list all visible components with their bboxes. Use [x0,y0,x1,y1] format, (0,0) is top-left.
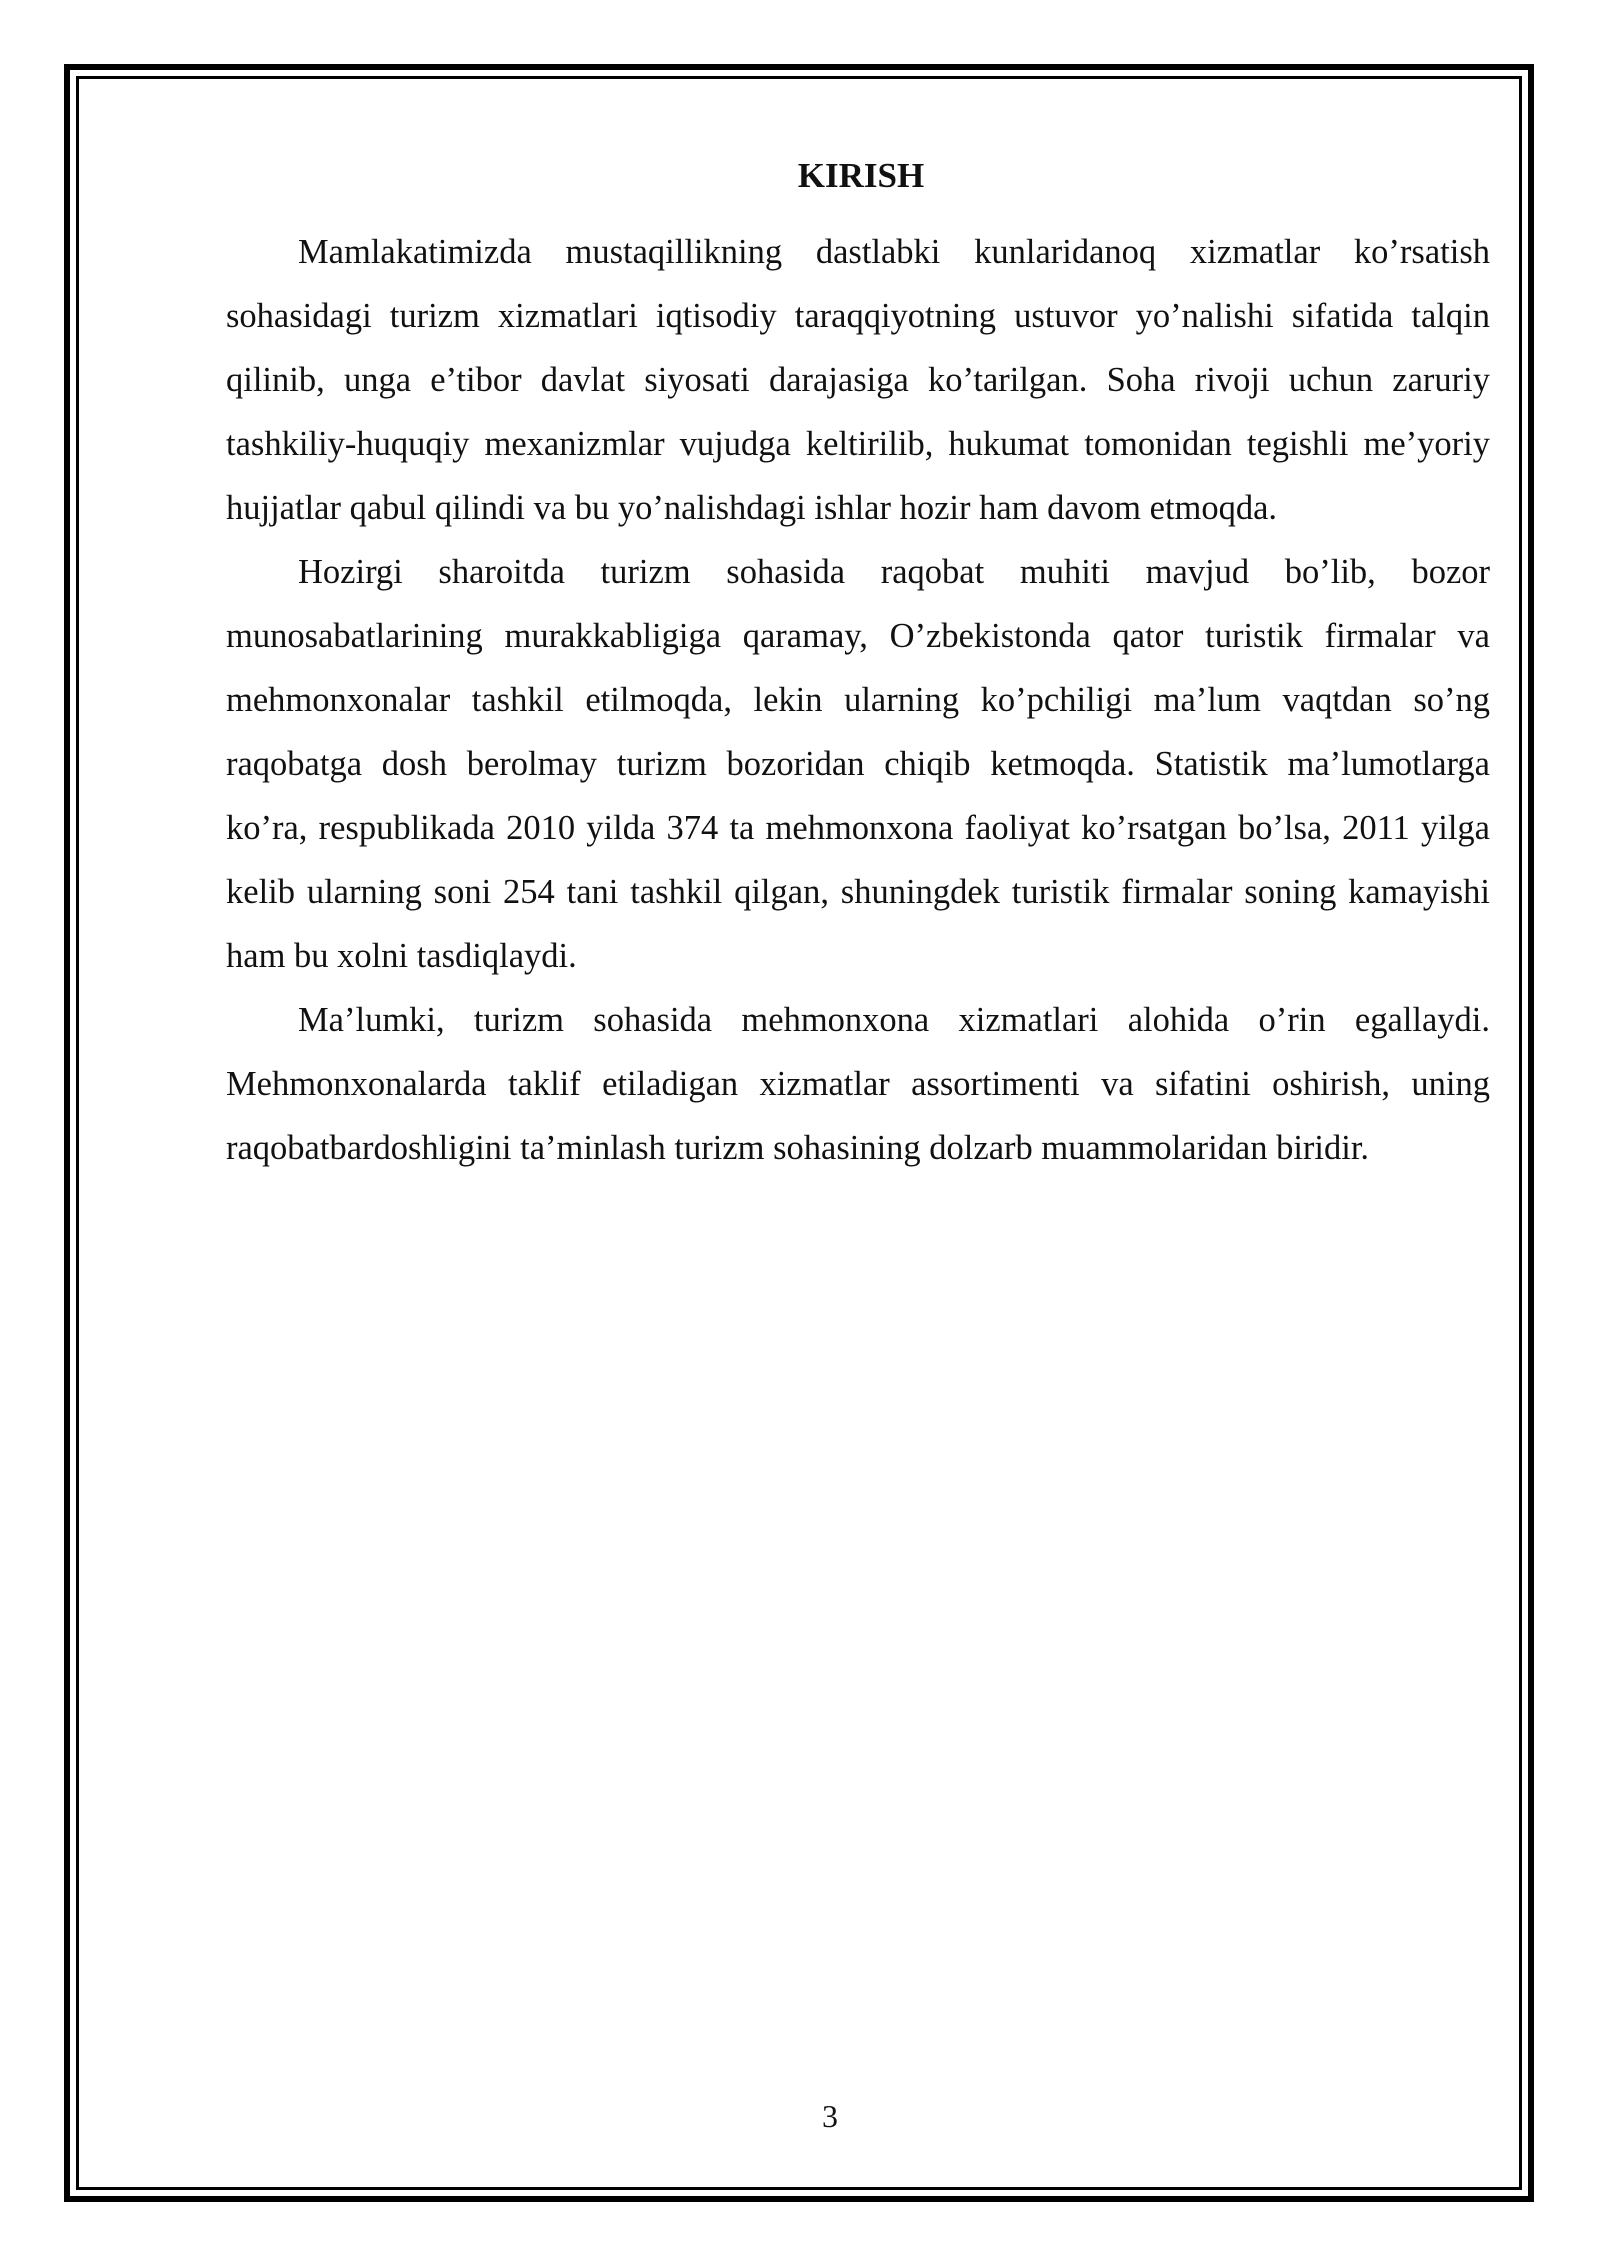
page-number: 3 [822,2098,838,2134]
paragraph-2: Hozirgi sharoitda turizm sohasida raqobat muhiti mavjud bo’lib, bozor munosabatlarining murakkabligiga qaramay, O’zbekistonda qator turistik firmalar va mehmonxonalar tashkil etilmoqda, lekin ularning ko’pchiligi ma’lum vaqtdan so’ng raqobatga dosh berolmay turizm bozoridan chiqib ketmoqda. Statistik ma’lumotlarga ko’ra, respublikada 2010 yilda 374 ta mehmonxona faoliyat ko’rsatgan bo’lsa, 2011 yilga kelib ularning soni 254 tani tashkil qilgan, shuningdek turistik firmalar soning kamayishi ham bu xolni tasdiqlaydi. [226,553,1490,975]
page-title: KIRISH [797,156,925,195]
document-body [226,150,1490,1180]
paragraph-3: Ma’lumki, turizm sohasida mehmonxona xizmatlari alohida o’rin egallaydi. Mehmonxonalarda taklif etiladigan xizmatlar assortimenti va sifatini oshirish, uning raqobatbardoshligini ta’minlash turizm sohasining dolzarb muammolaridan biridir. [226,1001,1490,1167]
paragraph-1: Mamlakatimizda mustaqillikning dastlabki kunlaridanoq xizmatlar ko’rsatish sohasidagi turizm xizmatlari iqtisodiy taraqqiyotning ustuvor yo’nalishi sifatida talqin qilinib, unga e’tibor davlat siyosati darajasiga ko’tarilgan. Soha rivoji uchun zaruriy tashkiliy-huquqiy mexanizmlar vujudga keltirilib, hukumat tomonidan tegishli me’yoriy hujjatlar qabul qilindi va bu yo’nalishdagi ishlar hozir ham davom etmoqda. [226,233,1490,527]
